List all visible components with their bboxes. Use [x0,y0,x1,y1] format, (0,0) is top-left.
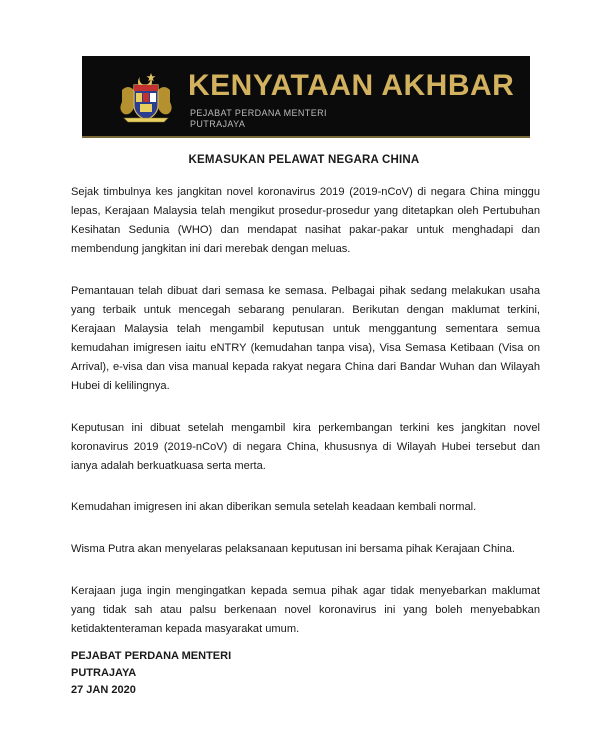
banner-subtitle-office: PEJABAT PERDANA MENTERI [190,108,327,118]
document-body [71,183,540,662]
signoff-block [71,648,231,699]
paragraph-4: Kemudahan imigresen ini akan diberikan semula setelah keadaan kembali normal. [71,501,477,514]
paragraph-6: Kerajaan juga ingin mengingatkan kepada semua pihak agar tidak menyebarkan maklumat yang tidak sah atau palsu berkenaan novel koronavirus ini yang boleh menyebabkan ketidaktenteraman kepada masyarakat umum. [71,584,540,635]
paragraph-2: Pemantauan telah dibuat dari semasa ke semasa. Pelbagai pihak sedang melakukan usaha yang terbaik untuk mencegah sebarang penularan. Berikutan dengan maklumat terkini, Kerajaan Malaysia telah mengambil keputusan untuk menggantung sementara semua kemudahan imigresen iaitu eNTRY (kemudahan tanpa visa), Visa Semasa Ketibaan (Visa on Arrival), e-visa dan visa manual kepada rakyat negara China dari Bandar Wuhan dan Wilayah Hubei di kelilingnya. [71,284,540,392]
signoff-place: PUTRAJAYA [71,667,137,679]
signoff-office: PEJABAT PERDANA MENTERI [71,650,232,662]
signoff-date: 27 JAN 2020 [71,684,136,696]
document-title: KEMASUKAN PELAWAT NEGARA CHINA [188,154,420,166]
paragraph-5: Wisma Putra akan menyelaras pelaksanaan keputusan ini bersama pihak Kerajaan China. [71,543,515,556]
malaysia-coat-of-arms-icon [118,68,174,126]
banner-title: KENYATAAN AKHBAR [188,69,515,102]
banner-subtitle-place: PUTRAJAYA [190,119,246,129]
paragraph-3: Keputusan ini dibuat setelah mengambil kira perkembangan terkini kes jangkitan novel koronavirus 2019 (2019-nCoV) di negara China, khususnya di Wilayah Hubei tersebut dan ianya adalah berkuatkuasa serta merta. [71,421,540,472]
press-release-banner [82,56,530,138]
paragraph-1: Sejak timbulnya kes jangkitan novel koronavirus 2019 (2019-nCoV) di negara China minggu lepas, Kerajaan Malaysia telah mengikut prosedur-prosedur yang ditetapkan oleh Pertubuhan Kesihatan Sedunia (WHO) dan mendapat nasihat pakar-pakar untuk menghadapi dan membendung jangkitan ini dari merebak dengan meluas. [71,186,540,255]
